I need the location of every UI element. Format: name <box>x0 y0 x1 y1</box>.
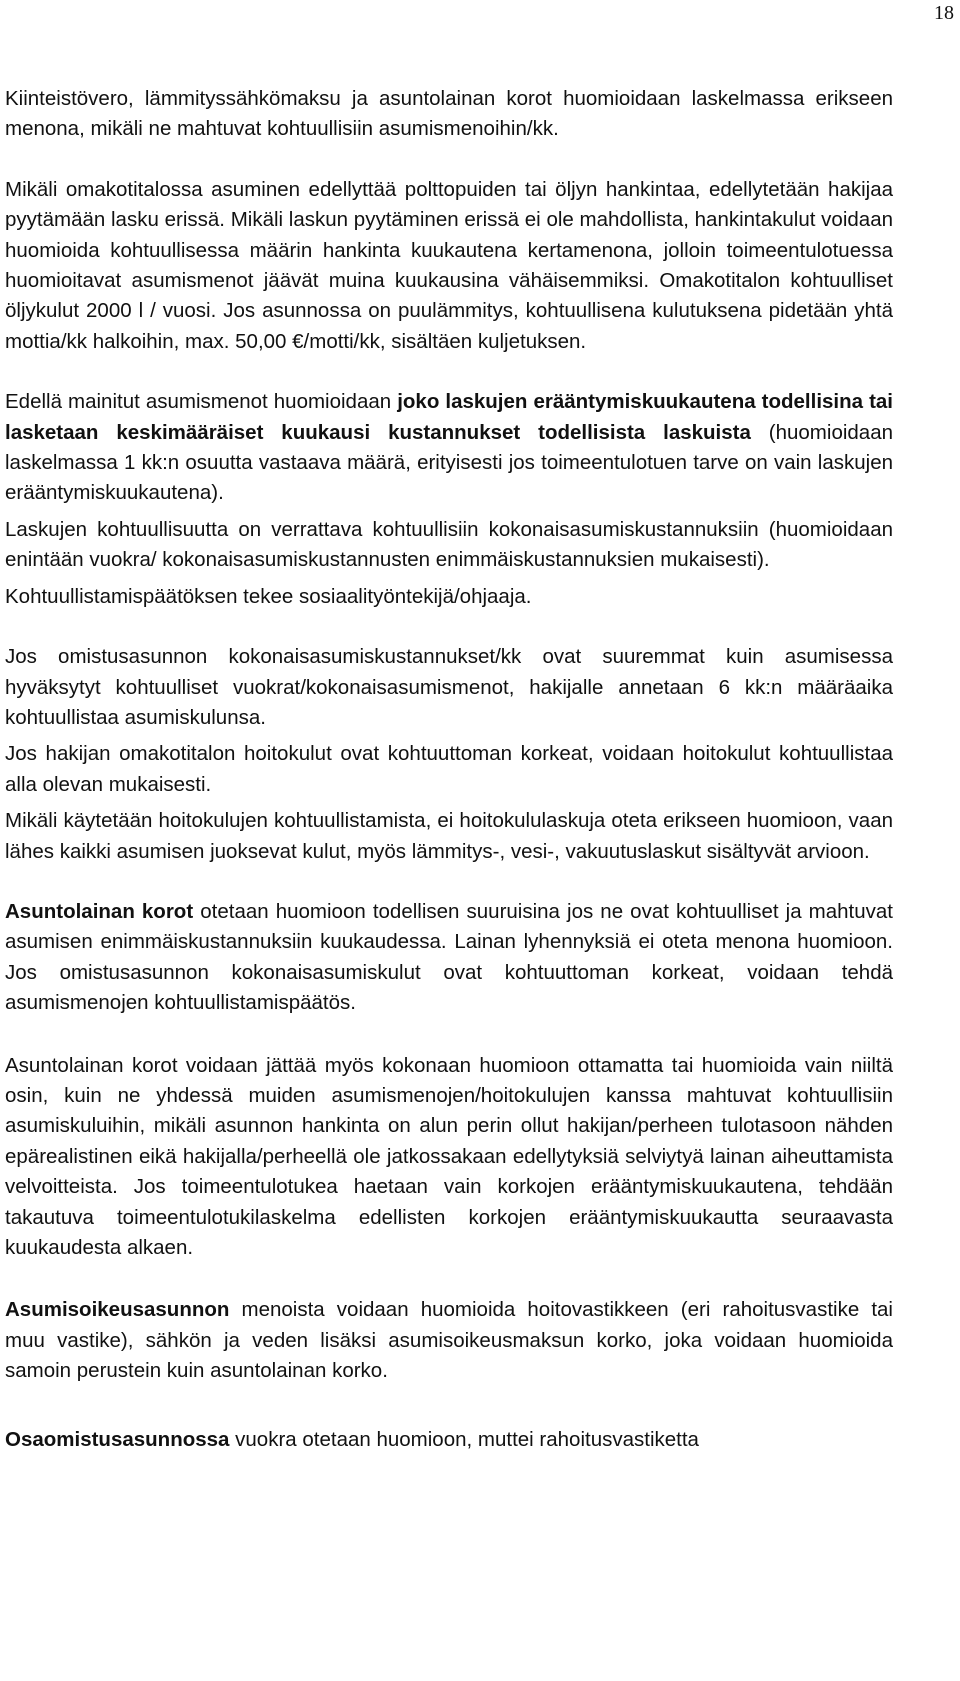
section-term: Asuntolainan korot <box>5 899 194 923</box>
paragraph-part-ownership <box>5 1425 893 1455</box>
paragraph-text: vuokra otetaan huomioon, muttei rahoitusvastiketta <box>229 1427 699 1451</box>
paragraph-maintenance-adjustment: Mikäli käytetään hoitokulujen kohtuullistamista, ei hoitokululaskuja oteta erikseen huomioon, vaan lähes kaikki asumisen juoksevat kulut, myös lämmitys-, vesi-, vakuutuslaskut sisältyvät arvioon. <box>5 809 893 863</box>
bold-phrase: joko laskujen erääntymiskuukautena todellisina tai lasketaan keskimääräiset kuukausi kustannukset todellisista laskuista <box>5 390 893 444</box>
section-term: Osaomistusasunnossa <box>5 1427 230 1451</box>
document-body <box>5 84 893 1455</box>
paragraph-maintenance-costs: Jos hakijan omakotitalon hoitokulut ovat kohtuuttoman korkeat, voidaan hoitokulut kohtuullistaa alla olevan mukaisesti. <box>5 742 893 796</box>
paragraph-housing-costs-timing <box>5 387 893 509</box>
paragraph-text: otetaan huomioon todellisen suuruisina jos ne ovat kohtuulliset ja mahtuvat asumisen enimmäiskustannuksiin kuukaudessa. Lainan lyhennyksiä ei oteta menona huomioon. Jos omistusasunnon kokonaisasumiskulut ovat kohtuuttoman korkeat, voidaan tehdä asumismenojen kohtuullistamispäätös. <box>5 899 893 1015</box>
paragraph-text: (huomioidaan laskelmassa 1 kk:n osuutta vastaava määrä, erityisesti jos toimeentulotuen tarve on vain laskujen erääntymiskuukautena). <box>5 420 894 505</box>
paragraph-text: menoista voidaan huomioida hoitovastikkeen (eri rahoitusvastike tai muu vastike), sähkön ja veden lisäksi asumisoikeusmaksun korko, joka voidaan huomioida samoin perustein kuin asuntolainan korko. <box>5 1298 893 1383</box>
paragraph-mortgage-interest <box>5 897 893 1019</box>
paragraph-text: Edellä mainitut asumismenot huomioidaan <box>5 390 398 414</box>
paragraph-owner-occupied: Jos omistusasunnon kokonaisasumiskustannukset/kk ovat suuremmat kuin asumisessa hyväksytyt kohtuulliset vuokrat/kokonaisasumismenot, hakijalle annetaan 6 kk:n määräaika kohtuullistaa asumiskulunsa. <box>5 645 893 729</box>
paragraph-reasonableness: Laskujen kohtuullisuutta on verrattava kohtuullisiin kokonaisasumiskustannuksiin (huomioidaan enintään vuokra/ kokonaisasumiskustannusten enimmäiskustannuksien mukaisesti). <box>5 517 893 572</box>
section-term: Asumisoikeusasunnon <box>5 1298 230 1322</box>
paragraph-decision-maker: Kohtuullistamispäätöksen tekee sosiaalityöntekijä/ohjaaja. <box>5 584 532 608</box>
page-number: 18 <box>934 2 954 24</box>
paragraph-heating-fuel: Mikäli omakotitalossa asuminen edellyttää polttopuiden tai öljyn hankintaa, edellytetään hakijaa pyytämään lasku erissä. Mikäli laskun pyytäminen erissä ei ole mahdollista, hankintakulut voidaan huomioida kohtuullisessa määrin hankinta kuukautena kertamenona, jolloin toimeentulotuessa huomioitavat asumismenot jäävät muina kuukausina vähäisemmiksi. Omakotitalon kohtuulliset öljykulut 2000 l / vuosi. Jos asunnossa on puulämmitys, kohtuullisena kulutuksena pidetään yhtä mottia/kk halkoihin, max. 50,00 €/motti/kk, sisältäen kuljetuksen. <box>5 177 893 353</box>
paragraph-right-of-occupancy <box>5 1295 893 1386</box>
paragraph-property-tax: Kiinteistövero, lämmityssähkömaksu ja asuntolainan korot huomioidaan laskelmassa erikseen menona, mikäli ne mahtuvat kohtuullisiin asumismenoihin/kk. <box>5 87 893 141</box>
paragraph-mortgage-exclusion: Asuntolainan korot voidaan jättää myös kokonaan huomioon ottamatta tai huomioida vain niiltä osin, kuin ne yhdessä muiden asumismenojen/hoitokulujen kanssa mahtuvat kohtuullisiin asumiskuluihin, mikäli asunnon hankinta on alun perin ollut hakijan/perheen tulotasoon nähden epärealistinen eikä hakijalla/perheellä ole jatkossakaan edellytyksiä selviytyä lainan aiheuttamista velvoitteista. Jos toimeentulotukea haetaan vain korkojen erääntymiskuukautena, tehdään takautuva toimeentulotukilaskelma edellisten korkojen erääntymiskuukautta seuraavasta kuukaudesta alkaen. <box>5 1053 893 1259</box>
